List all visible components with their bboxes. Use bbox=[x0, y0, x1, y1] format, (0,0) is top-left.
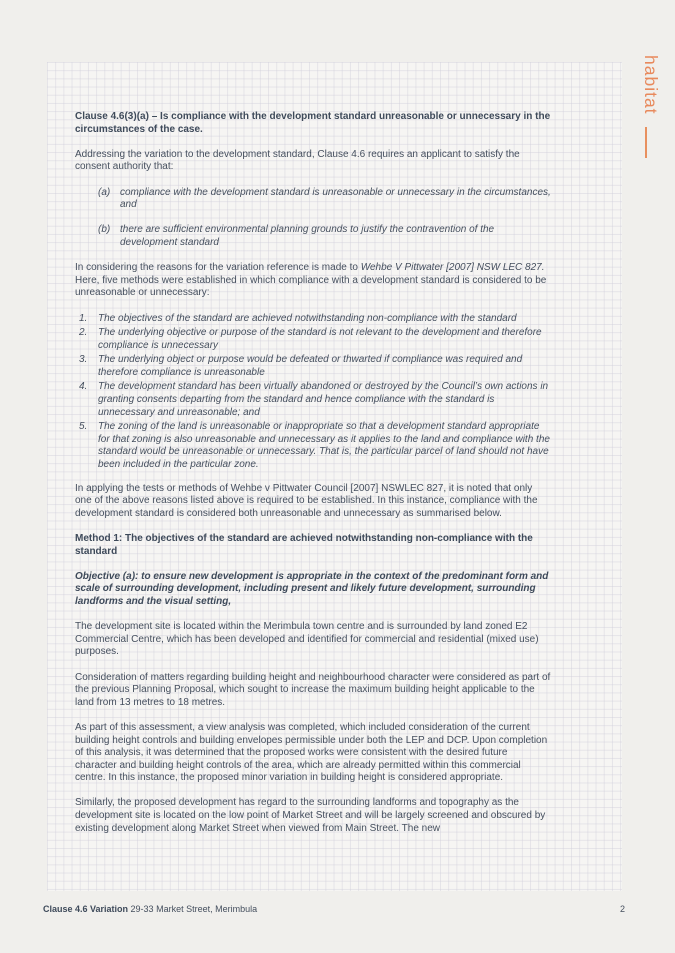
case-citation: Wehbe V Pittwater [2007] NSW LEC 827. bbox=[360, 262, 545, 274]
footer-title bbox=[43, 904, 257, 914]
list-marker: 1. bbox=[79, 312, 88, 324]
paragraph-considering-prefix: In considering the reasons for the variation reference is made to bbox=[75, 262, 361, 274]
list-marker: 3. bbox=[79, 354, 88, 366]
habitat-logo: habitat bbox=[641, 55, 661, 115]
list-text: The underlying objective or purpose of the standard is not relevant to the development and therefore compliance is unnecessary bbox=[98, 327, 542, 351]
objective-heading: Objective (a): to ensure new development is appropriate in the context of the predominant form and scale of surrounding development, including present and likely future development, surrounding landforms and the visual setting, bbox=[75, 570, 549, 607]
list-item-2 bbox=[79, 327, 551, 352]
list-text: there are sufficient environmental planning grounds to justify the contravention of the development standard bbox=[120, 224, 495, 248]
paragraph-considering-suffix: Here, five methods were established in which compliance with a development standard is considered to be unreasonable or unnecessary: bbox=[75, 274, 547, 299]
list-marker: 2. bbox=[79, 327, 88, 339]
list-text: The underlying object or purpose would be defeated or thwarted if compliance was required and therefore compliance is unreasonable bbox=[98, 354, 523, 378]
list-item-b bbox=[98, 224, 551, 249]
paragraph-considering bbox=[75, 262, 551, 300]
document-content bbox=[75, 111, 551, 848]
numbered-list bbox=[75, 313, 551, 472]
list-item-a bbox=[98, 187, 551, 212]
paragraph-applying: In applying the tests or methods of Wehbe v Pittwater Council [2007] NSWLEC 827, it is noted that only one of the above reasons listed above is required to be established. In this instance, compliance with the development standard is considered both unreasonable and unnecessary as summarised below. bbox=[75, 482, 538, 519]
list-text: compliance with the development standard is unreasonable or unnecessary in the circumstances, and bbox=[120, 186, 551, 211]
list-text: The development standard has been virtually abandoned or destroyed by the Council’s own actions in granting consents departing from the standard and hence compliance with the standard is unnecessary and unreasonable; and bbox=[98, 381, 549, 418]
habitat-logo-dash bbox=[645, 127, 647, 158]
paragraph-consideration: Consideration of matters regarding building height and neighbourhood character were considered as part of the previous Planning Proposal, which sought to increase the maximum building height applicable to the land from 13 metres to 18 metres. bbox=[75, 671, 551, 708]
paragraph-assessment: As part of this assessment, a view analysis was completed, which included consideration of the current building height controls and building envelopes permissible under both the LEP and DCP. Upon completion of this analysis, it was determined that the proposed works were consistent with the desired future character and building height controls of the area, which are already permitted within this commercial centre. In this instance, the proposed minor variation in building height is considered appropriate. bbox=[75, 721, 548, 784]
footer bbox=[43, 904, 625, 914]
method-heading: Method 1: The objectives of the standard are achieved notwithstanding non-compliance with the standard bbox=[75, 533, 533, 557]
paragraph-site: The development site is located within the Merimbula town centre and is surrounded by land zoned E2 Commercial Centre, which has been developed and identified for commercial and residential (mixed use) purposes. bbox=[75, 621, 539, 658]
list-item-1 bbox=[79, 313, 551, 326]
paragraph-addressing: Addressing the variation to the development standard, Clause 4.6 requires an applicant to satisfy the consent authority that: bbox=[75, 148, 520, 173]
footer-page-number: 2 bbox=[619, 904, 625, 914]
list-marker: (b) bbox=[98, 224, 111, 236]
footer-title-bold: Clause 4.6 Variation bbox=[43, 904, 129, 914]
list-marker: (a) bbox=[98, 186, 111, 198]
list-marker: 4. bbox=[79, 381, 88, 393]
paragraph-similarly: Similarly, the proposed development has regard to the surrounding landforms and topography as the development site is located on the low point of Market Street and will be largely screened and obscured by existing development along Market Street when viewed from Main Street. The new bbox=[75, 797, 546, 834]
list-item-3 bbox=[79, 354, 551, 379]
list-item-5 bbox=[79, 421, 551, 471]
list-text: The objectives of the standard are achieved notwithstanding non-compliance with the standard bbox=[98, 312, 517, 324]
list-text: The zoning of the land is unreasonable or inappropriate so that a development standard appropriate for that zoning is also unreasonable and unnecessary as it applies to the land and compliance with the standard would be unreasonable or unnecessary. That is, the particular parcel of land should not have been included in the particular zone. bbox=[98, 421, 550, 471]
clause-heading: Clause 4.6(3)(a) – Is compliance with the development standard unreasonable or unnecessary in the circumstances of the case. bbox=[75, 111, 551, 135]
document-page-panel bbox=[47, 62, 622, 891]
list-item-4 bbox=[79, 381, 551, 419]
list-marker: 5. bbox=[79, 421, 88, 433]
footer-title-rest: 29-33 Market Street, Merimbula bbox=[128, 904, 258, 914]
